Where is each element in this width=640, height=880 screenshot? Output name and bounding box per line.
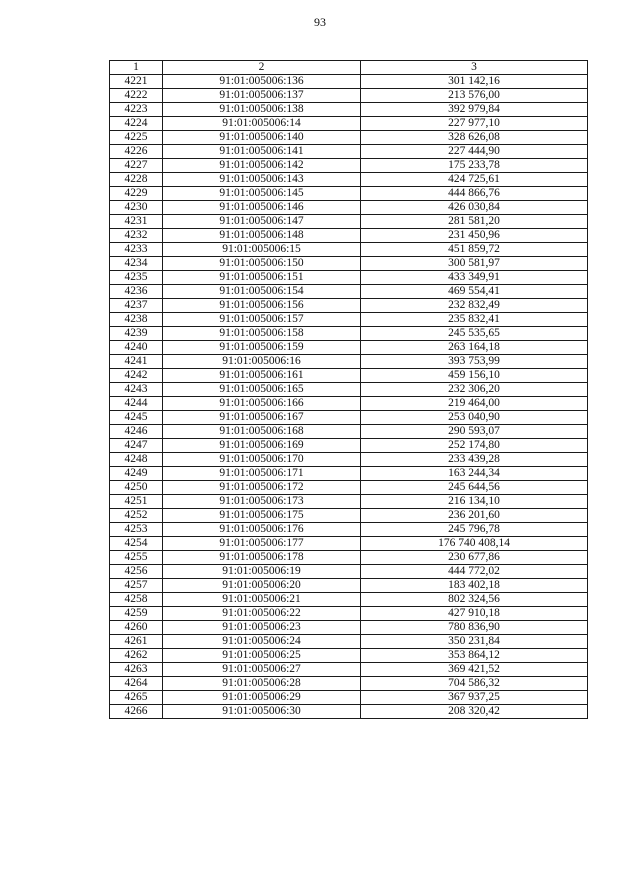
table-row bbox=[110, 327, 588, 341]
table-row bbox=[110, 551, 588, 565]
value-cell: 780 836,90 bbox=[361, 621, 588, 635]
row-number-cell: 4245 bbox=[110, 411, 163, 425]
table-row bbox=[110, 145, 588, 159]
row-number-cell: 4232 bbox=[110, 229, 163, 243]
row-number-cell: 4236 bbox=[110, 285, 163, 299]
table-row bbox=[110, 271, 588, 285]
value-cell: 208 320,42 bbox=[361, 705, 588, 719]
cadastral-number-cell: 91:01:005006:145 bbox=[163, 187, 361, 201]
table-row bbox=[110, 243, 588, 257]
table-row bbox=[110, 593, 588, 607]
table-row bbox=[110, 691, 588, 705]
row-number-cell: 4222 bbox=[110, 89, 163, 103]
value-cell: 227 444,90 bbox=[361, 145, 588, 159]
row-number-cell: 4239 bbox=[110, 327, 163, 341]
row-number-cell: 4223 bbox=[110, 103, 163, 117]
value-cell: 392 979,84 bbox=[361, 103, 588, 117]
table-row bbox=[110, 705, 588, 719]
value-cell: 231 450,96 bbox=[361, 229, 588, 243]
table-row bbox=[110, 103, 588, 117]
row-number-cell: 4221 bbox=[110, 75, 163, 89]
value-cell: 444 866,76 bbox=[361, 187, 588, 201]
row-number-cell: 4265 bbox=[110, 691, 163, 705]
row-number-cell: 4243 bbox=[110, 383, 163, 397]
table-row bbox=[110, 467, 588, 481]
value-cell: 227 977,10 bbox=[361, 117, 588, 131]
cadastral-number-cell: 91:01:005006:29 bbox=[163, 691, 361, 705]
value-cell: 233 439,28 bbox=[361, 453, 588, 467]
table-row bbox=[110, 257, 588, 271]
table-row bbox=[110, 537, 588, 551]
row-number-cell: 4235 bbox=[110, 271, 163, 285]
row-number-cell: 4224 bbox=[110, 117, 163, 131]
cadastral-number-cell: 91:01:005006:169 bbox=[163, 439, 361, 453]
cadastral-number-cell: 91:01:005006:157 bbox=[163, 313, 361, 327]
cadastral-number-cell: 91:01:005006:168 bbox=[163, 425, 361, 439]
value-cell: 367 937,25 bbox=[361, 691, 588, 705]
value-cell: 301 142,16 bbox=[361, 75, 588, 89]
cadastral-number-cell: 91:01:005006:170 bbox=[163, 453, 361, 467]
table-body bbox=[110, 75, 588, 719]
cadastral-number-cell: 91:01:005006:178 bbox=[163, 551, 361, 565]
row-number-cell: 4226 bbox=[110, 145, 163, 159]
value-cell: 216 134,10 bbox=[361, 495, 588, 509]
cadastral-number-cell: 91:01:005006:16 bbox=[163, 355, 361, 369]
value-cell: 176 740 408,14 bbox=[361, 537, 588, 551]
column-header-3: 3 bbox=[361, 61, 588, 75]
row-number-cell: 4261 bbox=[110, 635, 163, 649]
value-cell: 427 910,18 bbox=[361, 607, 588, 621]
column-header-1: 1 bbox=[110, 61, 163, 75]
cadastral-value-table bbox=[109, 60, 588, 719]
value-cell: 230 677,86 bbox=[361, 551, 588, 565]
cadastral-number-cell: 91:01:005006:172 bbox=[163, 481, 361, 495]
row-number-cell: 4246 bbox=[110, 425, 163, 439]
cadastral-number-cell: 91:01:005006:176 bbox=[163, 523, 361, 537]
row-number-cell: 4247 bbox=[110, 439, 163, 453]
row-number-cell: 4228 bbox=[110, 173, 163, 187]
cadastral-number-cell: 91:01:005006:177 bbox=[163, 537, 361, 551]
row-number-cell: 4242 bbox=[110, 369, 163, 383]
table-row bbox=[110, 579, 588, 593]
cadastral-number-cell: 91:01:005006:28 bbox=[163, 677, 361, 691]
row-number-cell: 4254 bbox=[110, 537, 163, 551]
value-cell: 236 201,60 bbox=[361, 509, 588, 523]
page-number: 93 bbox=[314, 15, 326, 29]
row-number-cell: 4231 bbox=[110, 215, 163, 229]
row-number-cell: 4259 bbox=[110, 607, 163, 621]
cadastral-number-cell: 91:01:005006:171 bbox=[163, 467, 361, 481]
cadastral-number-cell: 91:01:005006:21 bbox=[163, 593, 361, 607]
table-row bbox=[110, 635, 588, 649]
cadastral-number-cell: 91:01:005006:158 bbox=[163, 327, 361, 341]
cadastral-number-cell: 91:01:005006:15 bbox=[163, 243, 361, 257]
cadastral-number-cell: 91:01:005006:19 bbox=[163, 565, 361, 579]
value-cell: 213 576,00 bbox=[361, 89, 588, 103]
table-row bbox=[110, 313, 588, 327]
value-cell: 263 164,18 bbox=[361, 341, 588, 355]
row-number-cell: 4257 bbox=[110, 579, 163, 593]
table-row bbox=[110, 607, 588, 621]
table-row bbox=[110, 425, 588, 439]
cadastral-number-cell: 91:01:005006:146 bbox=[163, 201, 361, 215]
value-cell: 369 421,52 bbox=[361, 663, 588, 677]
table-row bbox=[110, 439, 588, 453]
row-number-cell: 4255 bbox=[110, 551, 163, 565]
value-cell: 175 233,78 bbox=[361, 159, 588, 173]
cadastral-number-cell: 91:01:005006:140 bbox=[163, 131, 361, 145]
table-row bbox=[110, 481, 588, 495]
row-number-cell: 4260 bbox=[110, 621, 163, 635]
value-cell: 393 753,99 bbox=[361, 355, 588, 369]
cadastral-number-cell: 91:01:005006:156 bbox=[163, 299, 361, 313]
table-row bbox=[110, 215, 588, 229]
value-cell: 252 174,80 bbox=[361, 439, 588, 453]
value-cell: 245 644,56 bbox=[361, 481, 588, 495]
table-row bbox=[110, 187, 588, 201]
row-number-cell: 4240 bbox=[110, 341, 163, 355]
cadastral-number-cell: 91:01:005006:161 bbox=[163, 369, 361, 383]
row-number-cell: 4264 bbox=[110, 677, 163, 691]
row-number-cell: 4241 bbox=[110, 355, 163, 369]
cadastral-number-cell: 91:01:005006:141 bbox=[163, 145, 361, 159]
row-number-cell: 4258 bbox=[110, 593, 163, 607]
value-cell: 232 832,49 bbox=[361, 299, 588, 313]
cadastral-number-cell: 91:01:005006:24 bbox=[163, 635, 361, 649]
value-cell: 802 324,56 bbox=[361, 593, 588, 607]
row-number-cell: 4262 bbox=[110, 649, 163, 663]
table-row bbox=[110, 523, 588, 537]
table-row bbox=[110, 411, 588, 425]
header-row bbox=[110, 61, 588, 75]
value-cell: 424 725,61 bbox=[361, 173, 588, 187]
value-cell: 232 306,20 bbox=[361, 383, 588, 397]
value-cell: 451 859,72 bbox=[361, 243, 588, 257]
table-row bbox=[110, 131, 588, 145]
row-number-cell: 4238 bbox=[110, 313, 163, 327]
cadastral-number-cell: 91:01:005006:151 bbox=[163, 271, 361, 285]
value-cell: 219 464,00 bbox=[361, 397, 588, 411]
row-number-cell: 4266 bbox=[110, 705, 163, 719]
table-row bbox=[110, 621, 588, 635]
row-number-cell: 4250 bbox=[110, 481, 163, 495]
value-cell: 328 626,08 bbox=[361, 131, 588, 145]
table-row bbox=[110, 285, 588, 299]
row-number-cell: 4229 bbox=[110, 187, 163, 201]
cadastral-number-cell: 91:01:005006:166 bbox=[163, 397, 361, 411]
row-number-cell: 4237 bbox=[110, 299, 163, 313]
cadastral-number-cell: 91:01:005006:30 bbox=[163, 705, 361, 719]
row-number-cell: 4225 bbox=[110, 131, 163, 145]
row-number-cell: 4244 bbox=[110, 397, 163, 411]
table-row bbox=[110, 159, 588, 173]
cadastral-number-cell: 91:01:005006:148 bbox=[163, 229, 361, 243]
table-row bbox=[110, 355, 588, 369]
value-cell: 290 593,07 bbox=[361, 425, 588, 439]
cadastral-number-cell: 91:01:005006:173 bbox=[163, 495, 361, 509]
row-number-cell: 4252 bbox=[110, 509, 163, 523]
value-cell: 704 586,32 bbox=[361, 677, 588, 691]
value-cell: 183 402,18 bbox=[361, 579, 588, 593]
value-cell: 253 040,90 bbox=[361, 411, 588, 425]
table-row bbox=[110, 495, 588, 509]
table-row bbox=[110, 89, 588, 103]
value-cell: 469 554,41 bbox=[361, 285, 588, 299]
table-row bbox=[110, 341, 588, 355]
value-cell: 163 244,34 bbox=[361, 467, 588, 481]
table-row bbox=[110, 369, 588, 383]
cadastral-number-cell: 91:01:005006:143 bbox=[163, 173, 361, 187]
cadastral-number-cell: 91:01:005006:150 bbox=[163, 257, 361, 271]
cadastral-number-cell: 91:01:005006:175 bbox=[163, 509, 361, 523]
cadastral-number-cell: 91:01:005006:22 bbox=[163, 607, 361, 621]
value-cell: 426 030,84 bbox=[361, 201, 588, 215]
cadastral-number-cell: 91:01:005006:23 bbox=[163, 621, 361, 635]
table-row bbox=[110, 229, 588, 243]
table-row bbox=[110, 117, 588, 131]
row-number-cell: 4256 bbox=[110, 565, 163, 579]
cadastral-number-cell: 91:01:005006:159 bbox=[163, 341, 361, 355]
table-row bbox=[110, 75, 588, 89]
cadastral-number-cell: 91:01:005006:154 bbox=[163, 285, 361, 299]
value-cell: 235 832,41 bbox=[361, 313, 588, 327]
value-cell: 245 535,65 bbox=[361, 327, 588, 341]
cadastral-number-cell: 91:01:005006:142 bbox=[163, 159, 361, 173]
value-cell: 281 581,20 bbox=[361, 215, 588, 229]
row-number-cell: 4230 bbox=[110, 201, 163, 215]
row-number-cell: 4234 bbox=[110, 257, 163, 271]
table-row bbox=[110, 453, 588, 467]
row-number-cell: 4253 bbox=[110, 523, 163, 537]
value-cell: 433 349,91 bbox=[361, 271, 588, 285]
value-cell: 300 581,97 bbox=[361, 257, 588, 271]
cadastral-number-cell: 91:01:005006:136 bbox=[163, 75, 361, 89]
row-number-cell: 4248 bbox=[110, 453, 163, 467]
table-row bbox=[110, 565, 588, 579]
cadastral-number-cell: 91:01:005006:138 bbox=[163, 103, 361, 117]
value-cell: 444 772,02 bbox=[361, 565, 588, 579]
table-row bbox=[110, 173, 588, 187]
cadastral-number-cell: 91:01:005006:167 bbox=[163, 411, 361, 425]
table-row bbox=[110, 299, 588, 313]
table-row bbox=[110, 201, 588, 215]
value-cell: 459 156,10 bbox=[361, 369, 588, 383]
row-number-cell: 4249 bbox=[110, 467, 163, 481]
row-number-cell: 4251 bbox=[110, 495, 163, 509]
row-number-cell: 4233 bbox=[110, 243, 163, 257]
cadastral-number-cell: 91:01:005006:165 bbox=[163, 383, 361, 397]
value-cell: 353 864,12 bbox=[361, 649, 588, 663]
cadastral-number-cell: 91:01:005006:147 bbox=[163, 215, 361, 229]
table-row bbox=[110, 509, 588, 523]
value-cell: 245 796,78 bbox=[361, 523, 588, 537]
value-cell: 350 231,84 bbox=[361, 635, 588, 649]
cadastral-number-cell: 91:01:005006:27 bbox=[163, 663, 361, 677]
table-row bbox=[110, 663, 588, 677]
table-row bbox=[110, 677, 588, 691]
row-number-cell: 4227 bbox=[110, 159, 163, 173]
row-number-cell: 4263 bbox=[110, 663, 163, 677]
table-row bbox=[110, 397, 588, 411]
cadastral-number-cell: 91:01:005006:25 bbox=[163, 649, 361, 663]
table-header bbox=[110, 61, 588, 75]
column-header-2: 2 bbox=[163, 61, 361, 75]
cadastral-number-cell: 91:01:005006:137 bbox=[163, 89, 361, 103]
table-row bbox=[110, 383, 588, 397]
cadastral-number-cell: 91:01:005006:14 bbox=[163, 117, 361, 131]
table-row bbox=[110, 649, 588, 663]
cadastral-number-cell: 91:01:005006:20 bbox=[163, 579, 361, 593]
